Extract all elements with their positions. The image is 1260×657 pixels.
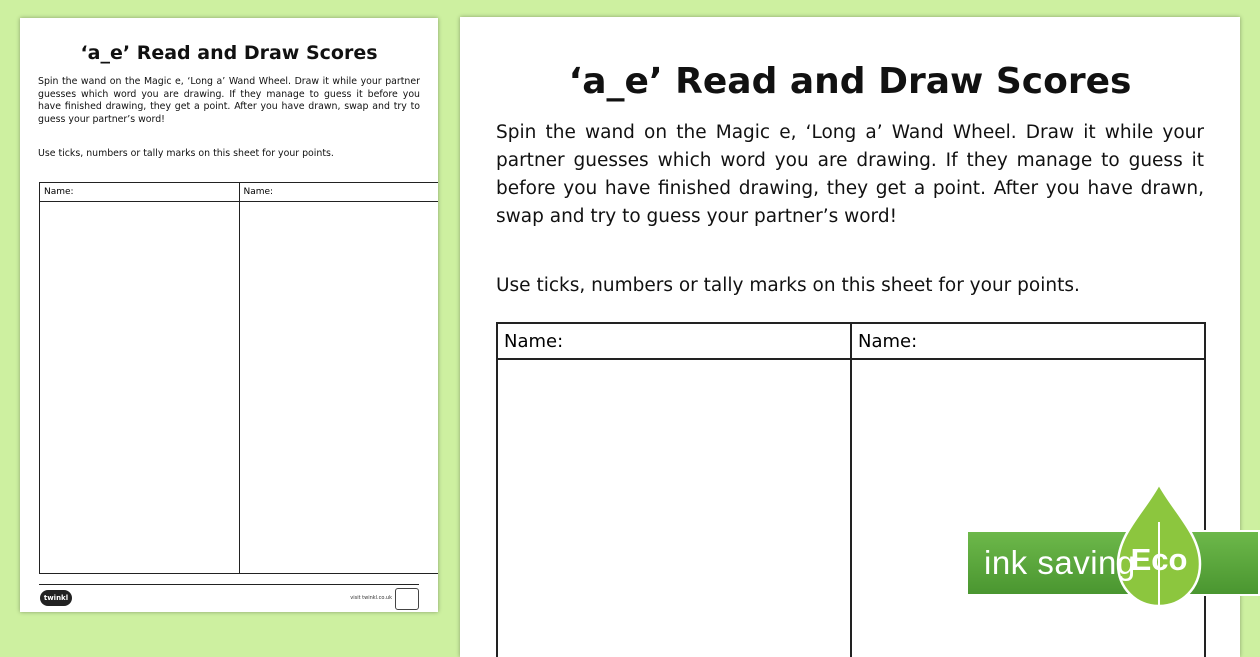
visit-text: visit twinkl.co.uk [350,595,392,601]
ink-saving-label: ink saving [984,544,1136,581]
name-header-right: Name: [239,183,438,202]
page-title: ‘a_e’ Read and Draw Scores [80,42,378,64]
name-header-left: Name: [40,183,240,202]
worksheet-thumbnail [20,18,438,612]
name-header-left-large: Name: [497,323,851,359]
instructions-text: Spin the wand on the Magic e, ‘Long a’ Wand Wheel. Draw it while your partner guesses which word you are drawing. If they manage to guess it before you have finished drawing, they get a point. After you have drawn, swap and try to guess your partner’s word! [38,76,420,125]
score-table [39,182,438,574]
quality-badge-icon [395,588,419,610]
page-title-large: ‘a_e’ Read and Draw Scores [568,61,1132,102]
name-header-right-large: Name: [851,323,1205,359]
eco-ink-saving-badge [966,482,1260,630]
score-cell-left [40,202,240,574]
scoring-note-large: Use ticks, numbers or tally marks on this sheet for your points. [496,275,1080,296]
score-cell-left-large [497,359,851,657]
score-cell-right [239,202,438,574]
instructions-text-large: Spin the wand on the Magic e, ‘Long a’ Wand Wheel. Draw it while your partner guesses which word you are drawing. If they manage to guess it before you have finished drawing, they get a point. After you have drawn, swap and try to guess your partner’s word! [496,122,1204,227]
eco-label: Eco [1130,542,1188,577]
twinkl-logo: twinkl [40,590,72,606]
footer-divider [39,584,419,585]
scoring-note: Use ticks, numbers or tally marks on this sheet for your points. [38,148,334,160]
